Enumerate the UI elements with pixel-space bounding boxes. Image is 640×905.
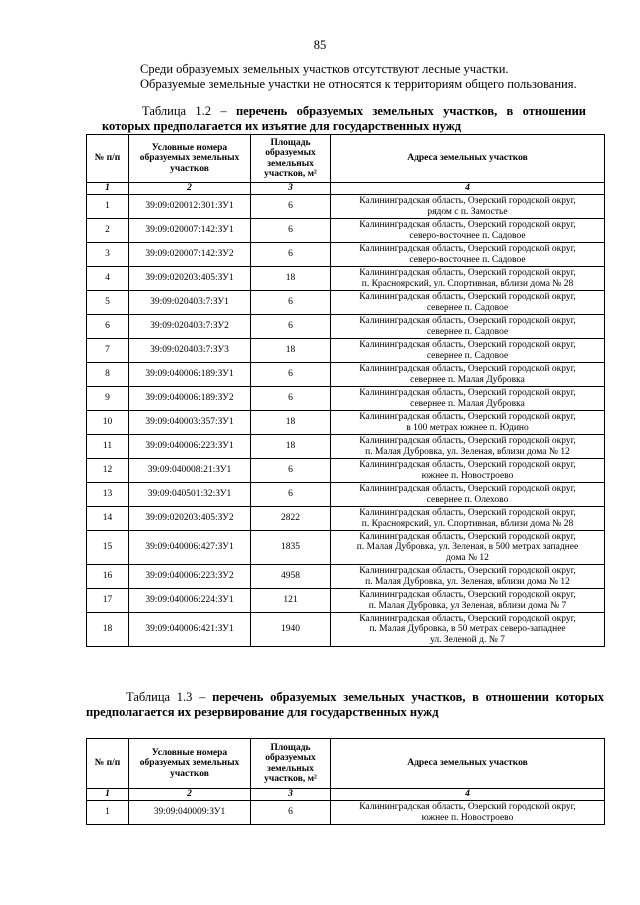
address-line: Калининградская область, Озерский городской округ, [359,508,576,518]
parcel-id: 39:09:040006:224:ЗУ1 [129,589,251,613]
parcel-area: 6 [251,801,331,825]
parcel-area: 1940 [251,613,331,647]
address-line: Калининградская область, Озерский городской округ, [359,531,576,542]
row-number: 13 [87,483,129,507]
parcel-id: 39:09:020403:7:ЗУ1 [129,291,251,315]
parcel-area: 121 [251,589,331,613]
address-line: Калининградская область, Озерский городской округ, [359,196,576,206]
parcel-address [331,411,605,435]
address-line: Калининградская область, Озерский городской округ, [359,613,576,624]
address-line: Калининградская область, Озерский городской округ, [359,590,576,600]
row-number: 4 [87,267,129,291]
parcel-id: 39:09:040501:32:ЗУ1 [129,483,251,507]
table-row [87,339,605,363]
paragraph-forest: Среди образуемых земельных участков отсутствуют лесные участки. [140,62,509,76]
row-number: 3 [87,243,129,267]
table-row [87,267,605,291]
table-row [87,387,605,411]
table1-index-cell: 2 [129,183,251,195]
parcel-area: 1835 [251,531,331,565]
address-line: Калининградская область, Озерский городской округ, [359,220,576,230]
table-row [87,613,605,647]
address-line: Калининградская область, Озерский городской округ, [359,388,576,398]
address-line: северо-восточнее п. Садовое [409,254,526,265]
address-line: п. Красноярский, ул. Спортивная, вблизи дома № 28 [361,278,574,289]
row-number: 16 [87,565,129,589]
table2-header-ids: Условные номера образуемых земельных участков [129,739,251,789]
table-row [87,435,605,459]
parcel-area: 6 [251,291,331,315]
table2-header-area: Площадь образуемых земельных участков, м² [251,739,331,789]
address-line: Калининградская область, Озерский городской округ, [359,566,576,576]
parcel-address [331,363,605,387]
table1-caption-prefix: Таблица 1.2 – [142,104,236,118]
address-line: южнее п. Новостроево [421,470,514,481]
address-line: северо-восточнее п. Садовое [409,230,526,241]
parcel-address [331,243,605,267]
parcel-id: 39:09:040008:21:ЗУ1 [129,459,251,483]
row-number: 8 [87,363,129,387]
row-number: 14 [87,507,129,531]
parcel-id: 39:09:040006:427:ЗУ1 [129,531,251,565]
address-line: Калининградская область, Озерский городской округ, [359,802,576,812]
parcel-id: 39:09:020007:142:ЗУ1 [129,219,251,243]
table2-index-cell: 2 [129,789,251,801]
table-row [87,243,605,267]
table-row [87,363,605,387]
parcel-id: 39:09:020203:405:ЗУ2 [129,507,251,531]
parcel-address [331,387,605,411]
table-row [87,507,605,531]
table-row [87,459,605,483]
address-line: ул. Зеленой д. № 7 [430,634,505,645]
address-line: Калининградская область, Озерский городской округ, [359,484,576,494]
address-line: рядом с п. Замостье [427,206,508,217]
parcel-address [331,339,605,363]
parcel-address [331,565,605,589]
page-number: 85 [313,38,327,52]
parcel-area: 6 [251,243,331,267]
parcel-area: 18 [251,411,331,435]
table1-header-num: № п/п [87,135,129,183]
row-number: 15 [87,531,129,565]
parcel-address [331,801,605,825]
parcel-area: 6 [251,195,331,219]
address-line: севернее п. Малая Дубровка [410,374,525,385]
parcel-id: 39:09:020403:7:ЗУ3 [129,339,251,363]
parcel-address [331,195,605,219]
table2-header-row [87,739,605,789]
parcel-address [331,483,605,507]
table1-header-area: Площадь образуемых земельных участков, м² [251,135,331,183]
table1-index-row [87,183,605,195]
parcel-area: 6 [251,315,331,339]
address-line: севернее п. Малая Дубровка [410,398,525,409]
parcel-id: 39:09:020012:301:ЗУ1 [129,195,251,219]
table1-header-row [87,135,605,183]
parcel-id: 39:09:040006:189:ЗУ2 [129,387,251,411]
address-line: Калининградская область, Озерский городской округ, [359,268,576,278]
table-row [87,589,605,613]
table2-index-row [87,789,605,801]
table-row [87,291,605,315]
parcel-area: 18 [251,267,331,291]
address-line: п. Малая Дубровка, ул Зеленая, вблизи дома № 7 [368,600,567,611]
row-number: 1 [87,801,129,825]
parcel-id: 39:09:040009:ЗУ1 [129,801,251,825]
parcel-area: 18 [251,435,331,459]
parcel-area: 4958 [251,565,331,589]
address-line: п. Красноярский, ул. Спортивная, вблизи дома № 28 [361,518,574,529]
row-number: 9 [87,387,129,411]
row-number: 2 [87,219,129,243]
address-line: п. Малая Дубровка, ул. Зеленая, в 500 метрах западнее [356,542,579,553]
table-row [87,411,605,435]
row-number: 7 [87,339,129,363]
table1-index-cell: 4 [331,183,605,195]
parcel-area: 18 [251,339,331,363]
parcel-id: 39:09:040003:357:ЗУ1 [129,411,251,435]
parcel-id: 39:09:020007:142:ЗУ2 [129,243,251,267]
row-number: 12 [87,459,129,483]
address-line: п. Малая Дубровка, ул. Зеленая, вблизи дома № 12 [365,446,570,457]
parcel-address [331,531,605,565]
row-number: 11 [87,435,129,459]
parcel-id: 39:09:020403:7:ЗУ2 [129,315,251,339]
paragraph-public: Образуемые земельные участки не относятся к территориям общего пользования. [140,77,577,91]
table2-caption-prefix: Таблица 1.3 – [126,690,213,704]
table-row [87,483,605,507]
parcel-address [331,589,605,613]
table-row [87,801,605,825]
parcel-area: 2822 [251,507,331,531]
table-row [87,531,605,565]
parcel-address [331,291,605,315]
row-number: 18 [87,613,129,647]
address-line: севернее п. Олехово [426,494,509,505]
address-line: п. Малая Дубровка, ул. Зеленая, вблизи дома № 12 [365,576,570,587]
row-number: 17 [87,589,129,613]
table1-caption-title: перечень образуемых земельных участков, в отношении которых предполагается их изъятие для государственных нужд [102,104,586,133]
address-line: севернее п. Садовое [426,350,509,361]
address-line: дома № 12 [446,552,489,563]
parcel-id: 39:09:040006:223:ЗУ1 [129,435,251,459]
table2-caption [86,690,604,720]
address-line: Калининградская область, Озерский городской округ, [359,316,576,326]
parcel-area: 6 [251,219,331,243]
parcel-address [331,507,605,531]
table1-index-cell: 1 [87,183,129,195]
parcel-area: 6 [251,363,331,387]
parcel-id: 39:09:040006:189:ЗУ1 [129,363,251,387]
table2-header-address: Адреса земельных участков [331,739,605,789]
parcel-id: 39:09:020203:405:ЗУ1 [129,267,251,291]
table-row [87,219,605,243]
parcel-address [331,315,605,339]
table1-header-ids: Условные номера образуемых земельных участков [129,135,251,183]
parcel-address [331,613,605,647]
parcel-area: 6 [251,483,331,507]
table1-index-cell: 3 [251,183,331,195]
table-row [87,195,605,219]
address-line: севернее п. Садовое [426,302,509,313]
table2-header-num: № п/п [87,739,129,789]
parcel-address [331,435,605,459]
table2 [86,738,605,825]
parcel-address [331,267,605,291]
row-number: 1 [87,195,129,219]
address-line: Калининградская область, Озерский городской округ, [359,436,576,446]
table2-index-cell: 4 [331,789,605,801]
address-line: севернее п. Садовое [426,326,509,337]
parcel-id: 39:09:040006:223:ЗУ2 [129,565,251,589]
table2-caption-title: перечень образуемых земельных участков, в отношении которых предполагается их резервирование для государственных нужд [86,690,604,719]
table1 [86,134,605,647]
address-line: п. Малая Дубровка, в 50 метрах северо-западнее [369,624,566,635]
table1-header-address: Адреса земельных участков [331,135,605,183]
address-line: Калининградская область, Озерский городской округ, [359,460,576,470]
table-row [87,565,605,589]
row-number: 6 [87,315,129,339]
parcel-area: 6 [251,459,331,483]
address-line: Калининградская область, Озерский городской округ, [359,412,576,422]
address-line: Калининградская область, Озерский городской округ, [359,364,576,374]
parcel-address [331,459,605,483]
table2-index-cell: 1 [87,789,129,801]
parcel-area: 6 [251,387,331,411]
parcel-id: 39:09:040006:421:ЗУ1 [129,613,251,647]
address-line: южнее п. Новостроево [421,812,514,823]
parcel-address [331,219,605,243]
address-line: Калининградская область, Озерский городской округ, [359,292,576,302]
table2-index-cell: 3 [251,789,331,801]
address-line: Калининградская область, Озерский городской округ, [359,244,576,254]
address-line: Калининградская область, Озерский городской округ, [359,340,576,350]
address-line: в 100 метрах южнее п. Юдино [406,422,529,433]
table-row [87,315,605,339]
table1-caption [102,104,586,134]
row-number: 5 [87,291,129,315]
row-number: 10 [87,411,129,435]
